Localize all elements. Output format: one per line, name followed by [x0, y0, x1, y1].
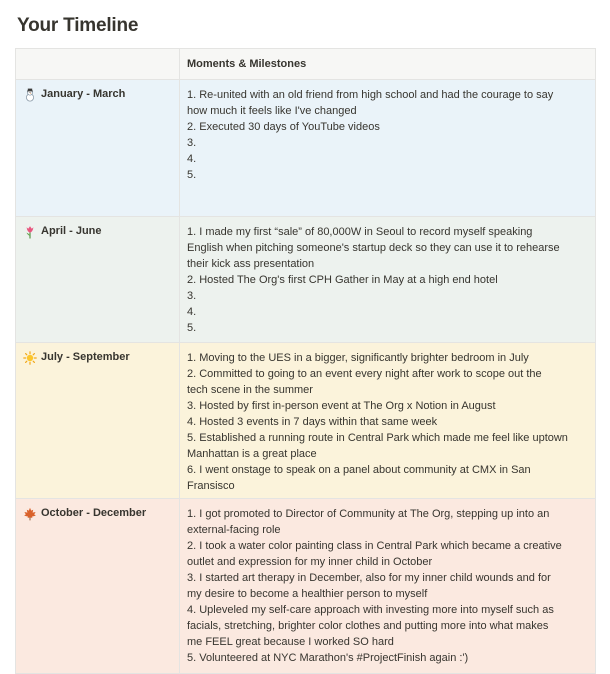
period-label: April - June: [41, 225, 102, 237]
moment-line: 2. Executed 30 days of YouTube videos: [187, 121, 380, 133]
moment-line: 4.: [187, 153, 197, 165]
maple-leaf-icon: [23, 507, 37, 521]
moment-line: Manhattan is a great place: [187, 448, 317, 460]
moment-line: 5. Volunteered at NYC Marathon's #ProjectFinish again :'): [187, 652, 469, 664]
table-row-july-september: [16, 343, 596, 499]
snowman-icon: [23, 88, 37, 102]
period-cell[interactable]: [16, 80, 180, 217]
moments-cell[interactable]: [180, 343, 596, 499]
tulip-icon: [23, 225, 37, 239]
moment-line: 2. Committed to going to an event every night after work to scope out the: [187, 368, 542, 380]
moment-line: 3.: [187, 290, 197, 302]
moment-line: 3.: [187, 137, 197, 149]
moment-line: 5. Established a running route in Central Park which made me feel like uptown: [187, 432, 568, 444]
moment-line: facials, stretching, brighter color clothes and putting more into what makes: [187, 620, 549, 632]
moment-line: their kick ass presentation: [187, 258, 315, 270]
moments-cell[interactable]: [180, 80, 596, 217]
moment-line: outlet and expression for my inner child in October: [187, 556, 433, 568]
moment-line: 4. Upleveled my self-care approach with investing more into myself such as: [187, 604, 554, 616]
moment-line: 1. Re-united with an old friend from high school and had the courage to say: [187, 89, 554, 101]
table-row-october-december: [16, 499, 596, 674]
moment-line: my desire to become a healthier person to myself: [187, 588, 428, 600]
moment-line: me FEEL great because I worked SO hard: [187, 636, 394, 648]
period-cell[interactable]: [16, 343, 180, 499]
header-moments-cell[interactable]: [180, 49, 596, 80]
sun-icon: [23, 351, 37, 365]
page-title: Your Timeline: [17, 15, 139, 36]
period-cell[interactable]: [16, 217, 180, 343]
table-row-april-june: [16, 217, 596, 343]
moment-line: 4. Hosted 3 events in 7 days within that same week: [187, 416, 438, 428]
moments-cell[interactable]: [180, 499, 596, 674]
period-label: January - March: [41, 88, 126, 100]
moment-line: 1. I made my first “sale” of 80,000W in Seoul to record myself speaking: [187, 226, 533, 238]
period-label: July - September: [41, 351, 130, 363]
moment-line: 1. I got promoted to Director of Community at The Org, stepping up into an: [187, 508, 550, 520]
table-row-january-march: [16, 80, 596, 217]
moment-line: 3. I started art therapy in December, also for my inner child wounds and for: [187, 572, 551, 584]
header-moments-label: Moments & Milestones: [187, 58, 307, 70]
moments-cell[interactable]: [180, 217, 596, 343]
moment-line: Fransisco: [187, 480, 235, 492]
moment-line: English when pitching someone's startup deck so they can use it to rehearse: [187, 242, 560, 254]
moment-line: 3. Hosted by first in-person event at The Org x Notion in August: [187, 400, 496, 412]
moment-line: 5.: [187, 322, 197, 334]
period-label: October - December: [41, 507, 147, 519]
moment-line: 4.: [187, 306, 197, 318]
moment-line: external-facing role: [187, 524, 281, 536]
moment-line: 6. I went onstage to speak on a panel about community at CMX in San: [187, 464, 531, 476]
moment-line: how much it feels like I've changed: [187, 105, 357, 117]
moment-line: tech scene in the summer: [187, 384, 313, 396]
header-period-cell[interactable]: [16, 49, 180, 80]
timeline-table: [15, 48, 596, 674]
moment-line: 2. I took a water color painting class in Central Park which became a creative: [187, 540, 562, 552]
moment-line: 2. Hosted The Org's first CPH Gather in May at a high end hotel: [187, 274, 498, 286]
period-cell[interactable]: [16, 499, 180, 674]
header-period-label: [16, 49, 179, 58]
table-header-row: [16, 49, 596, 80]
moment-line: 5.: [187, 169, 197, 181]
moment-line: 1. Moving to the UES in a bigger, significantly brighter bedroom in July: [187, 352, 529, 364]
